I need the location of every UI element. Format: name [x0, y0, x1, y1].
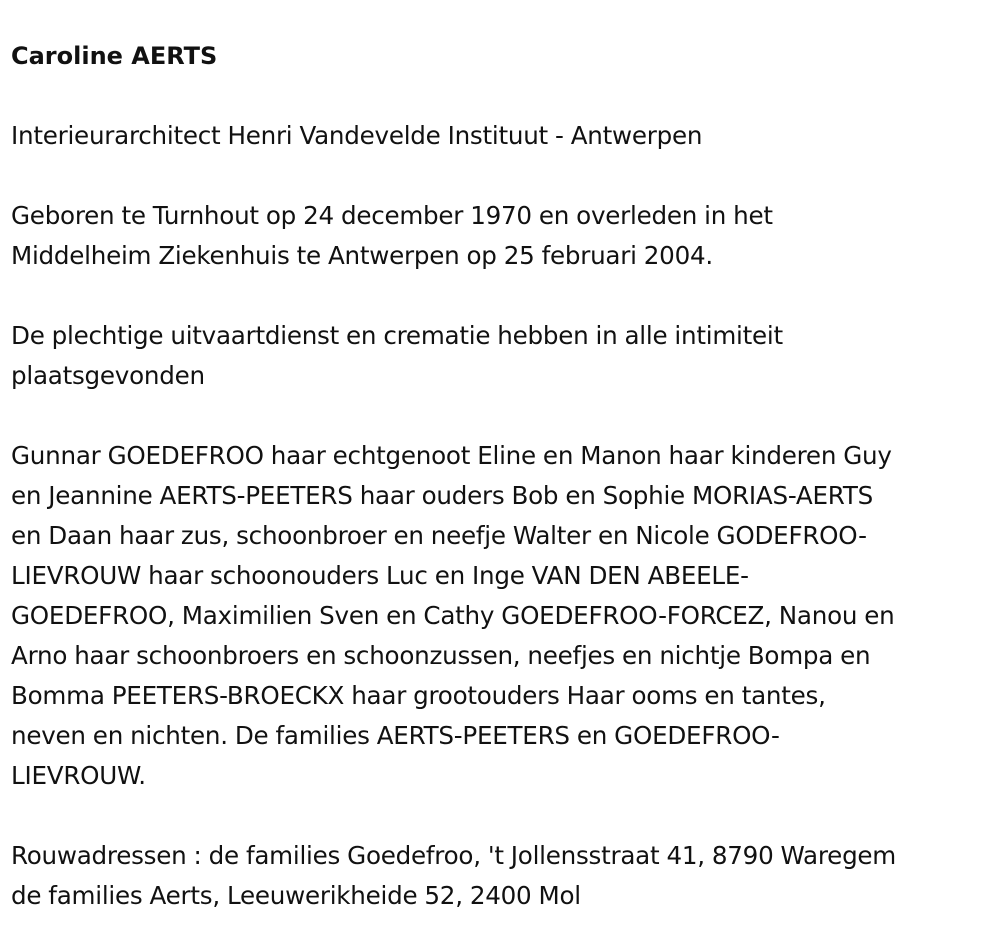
- text-line: LIEVROUW haar schoonouders Luc en Inge VAN DEN ABEELE-: [11, 561, 749, 590]
- text-line: en Daan haar zus, schoonbroer en neefje Walter en Nicole GODEFROO-: [11, 521, 867, 550]
- text-line: en Jeannine AERTS-PEETERS haar ouders Bob en Sophie MORIAS-AERTS: [11, 481, 873, 510]
- text-line: Middelheim Ziekenhuis te Antwerpen op 25 februari 2004.: [11, 241, 713, 270]
- text-line: Gunnar GOEDEFROO haar echtgenoot Eline en Manon haar kinderen Guy: [11, 441, 892, 470]
- text-line: plaatsgevonden: [11, 361, 205, 390]
- text-line: Rouwadressen : de families Goedefroo, 't Jollensstraat 41, 8790 Waregem: [11, 841, 897, 870]
- text-line: Arno haar schoonbroers en schoonzussen, neefjes en nichtje Bompa en: [11, 641, 871, 670]
- birth-death-paragraph: [11, 196, 990, 276]
- profession-line: Interieurarchitect Henri Vandevelde Instituut - Antwerpen: [11, 121, 703, 150]
- service-paragraph: [11, 316, 990, 396]
- deceased-name: Caroline AERTS: [11, 42, 218, 70]
- text-line: Geboren te Turnhout op 24 december 1970 en overleden in het: [11, 201, 773, 230]
- text-line: neven en nichten. De families AERTS-PEETERS en GOEDEFROO-: [11, 721, 780, 750]
- addresses-paragraph: [11, 836, 990, 916]
- text-line: Bomma PEETERS-BROECKX haar grootouders Haar ooms en tantes,: [11, 681, 826, 710]
- text-line: LIEVROUW.: [11, 761, 146, 790]
- text-line: de families Aerts, Leeuwerikheide 52, 2400 Mol: [11, 881, 581, 910]
- text-line: GOEDEFROO, Maximilien Sven en Cathy GOEDEFROO-FORCEZ, Nanou en: [11, 601, 895, 630]
- text-line: De plechtige uitvaartdienst en crematie hebben in alle intimiteit: [11, 321, 783, 350]
- profession-text: [11, 116, 990, 156]
- family-paragraph: [11, 436, 990, 796]
